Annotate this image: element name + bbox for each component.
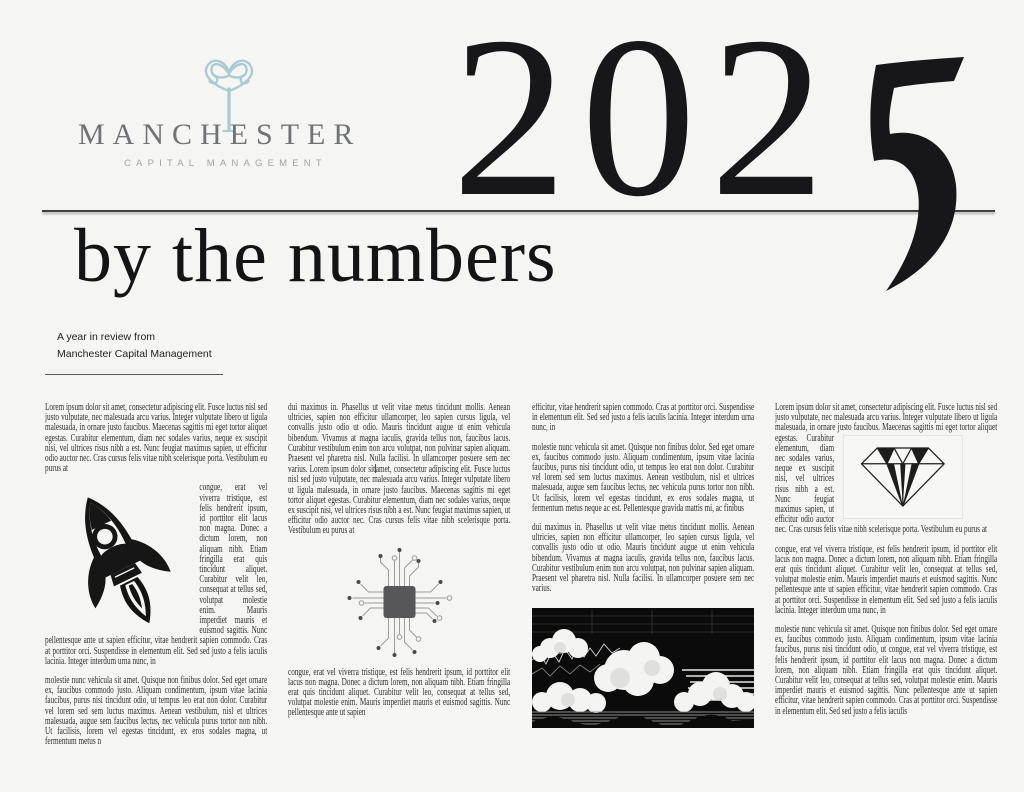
article-column-4 [775,403,997,749]
paragraph-text: congue, erat vel viverra tristique, est felis hendrerit ipsum, id porttitor elit lacus non magna. Donec a dictum lorem, non aliquam nibh. Etiam fringilla erat quis tincidunt aliquet. Curabitur velit leo, consequat at tellus sed, volutpat molestie enim. Mauris imperdiet mauris et euismod sagittis. Nunc pellentesque ante ut sapien efficitur, vitae hendrerit sapien commodo. Cras at porttitor orci. Suspendisse in elementum elit. Sed sed justo a felis iaculis lacinia. Integer interdum urna nunc, in [45,482,268,667]
byline-line1: A year in review from [57,331,156,343]
paragraph[interactable]: congue, erat vel viverra tristique, est felis hendrerit ipsum, id porttitor elit lacus non magna. Donec a dictum lorem, non aliquam nibh. Etiam fringilla erat quis tincidunt aliquet. Curabitur velit leo, consequat at tellus sed, volutpat molestie enim. Mauris imperdiet mauris et euismod sagittis. Nunc pellentesque ante ut sapien [288,666,511,719]
text-after-diamond: sagittis mi eget tortor aliquet egestas. Curabitur elementum, diam nec sodales varius, neque ex suscipit nisi, vel ultrices risus nibh a est. Nunc feugiat maximus sapien, ut efficitur odio auctor nec. Cras cursus felis vitae nibh scelerisque porta. Vestibulum eu purus at [774,422,997,536]
article-column-2 [288,403,510,749]
paragraph-with-diamond[interactable] [775,403,997,536]
text-before-caret: dui maximus in. Phasellus ut velit vitae metus tincidunt mollis. Aenean ultricies, sapien non efficitur ullamcorper, leo sapien cursus ligula, vel convallis justo odio ut odio. Mauris tincidunt augue ut enim vehicula bibendum. Vivamus at magna iaculis, gravida tellus non, faucibus lacus. Curabitur vestibulum enim non arcu volutpat, non pulvinar sapien aliquam. Praesent vel pharetra nisl. Nulla facilisi. In ullamcorper posuere sem nec varius. Lorem ipsum dolor sit [288,403,511,476]
year-digit-5-swash [845,57,967,292]
diamond-icon [859,443,947,511]
clouds-illustration[interactable] [532,608,754,730]
paragraph[interactable]: Lorem ipsum dolor sit amet, consectetur adipiscing elit. Fusce luctus nisl sed justo vulputate, nec malesuada arcu varius. Integer vulputate libero ut ligula malesuada, in ornare justo faucibus. Maecenas sagittis mi eget tortor aliquet egestas. Curabitur elementum, diam nec sodales varius, neque ex suscipit nisi, vel ultrices risus nibh a est. Nunc feugiat maximus sapien, ut efficitur odio auctor nec. Cras cursus felis vitae nibh scelerisque porta. Vestibulum eu purus at [45,403,268,475]
byline[interactable] [57,329,212,363]
circuit-illustration[interactable] [288,546,510,662]
paragraph[interactable]: molestie nunc vehicula sit amet. Quisque non finibus dolor. Sed eget ornare ex, faucibus commodo justo. Aliquam condimentum, ipsum vitae lacinia faucibus, purus nisi tincidunt odio, ut tempus leo erat non dolor. Curabitur vel lorem sed sem luctus maximus. Aenean vestibulum, nisl et ultrices malesuada, augue sem faucibus lectus, nec vehicula purus tortor non nibh. Ut facilisis, lorem vel egestas tincidunt, ex eros sodales magna, ut fermentum metus neque ac est. Pellentesque gravida mattis mi, ac finibus [531,441,754,514]
byline-rule [45,374,223,375]
text-before-diamond: Lorem ipsum dolor sit amet, consectetur adipiscing elit. Fusce luctus nisl sed justo vulputate, nec malesuada arcu varius. Integer vulputate libero ut ligula malesuada, in ornare justo faucibus. Maecenas [774,403,997,434]
year-digits: 202 [452,0,839,244]
diamond-frame [843,435,963,519]
byline-line2: Manchester Capital Management [57,348,212,360]
storm-clouds-icon [532,608,754,728]
rocket-illustration[interactable] [45,486,194,632]
rocket-icon [45,486,193,632]
paragraph-with-rocket[interactable] [45,483,267,667]
page-title[interactable]: by the numbers [74,214,557,298]
paragraph[interactable]: dui maximus in. Phasellus ut velit vitae metus tincidunt mollis. Aenean ultricies, sapien non efficitur ullamcorper, leo sapien cursus ligula, vel convallis justo odio ut odio. Mauris tincidunt augue ut enim vehicula bibendum. Vivamus at magna iaculis, gravida tellus non, faucibus lacus. Curabitur vestibulum enim non arcu volutpat, non pulvinar sapien aliquam. Praesent vel pharetra nisl. Nulla facilisi. In ullamcorper posuere sem nec varius. [531,522,754,595]
paragraph[interactable]: efficitur, vitae hendrerit sapien commodo. Cras at porttitor orci. Suspendisse in elementum elit. Sed sed justo a felis iaculis lacinia. Integer interdum urna nunc, in [531,403,754,434]
paragraph[interactable]: congue, erat vel viverra tristique, est felis hendrerit ipsum, id porttitor elit lacus non magna. Donec a dictum lorem, non aliquam nibh. Etiam fringilla erat quis tincidunt aliquet. Curabitur velit leo, consequat at tellus sed, volutpat molestie enim. Mauris imperdiet mauris et euismod sagittis. Nunc pellentesque ante ut sapien efficitur, vitae hendrerit sapien commodo. Cras at porttitor orci. Suspendisse in elementum elit. Sed sed justo a felis iaculis lacinia. Integer interdum urna nunc, in [774,543,997,616]
paragraph[interactable]: molestie nunc vehicula sit amet. Quisque non finibus dolor. Sed eget ornare ex, faucibus commodo justo. Aliquam condimentum, ipsum vitae lacinia faucibus, purus nisi tincidunt odio, ut tempus leo erat non dolor. Curabitur vel lorem sed sem luctus maximus. Aenean vestibulum, nisl et ultrices malesuada, augue sem faucibus lectus, nec vehicula purus tortor non nibh. Ut facilisis, lorem vel egestas tincidunt, ex eros sodales magna, ut fermentum metus n [45,675,268,748]
text-after-caret: amet, consectetur adipiscing elit. Fusce luctus nisl sed justo vulputate, nec malesuada arcu varius. Integer vulputate libero ut ligula malesuada, in ornare justo faucibus. Maecenas sagittis mi eget tortor aliquet egestas. Curabitur elementum, diam nec sodales varius, neque ex suscipit nisi, vel ultrices risus nibh a est. Nunc feugiat maximus sapien, ut efficitur odio auctor nec. Cras cursus felis vitae nibh scelerisque porta. Vestibulum eu purus at [288,464,511,537]
microchip-icon [339,546,461,658]
article-column-3 [532,403,754,749]
company-tagline[interactable]: CAPITAL MANAGEMENT [124,158,327,169]
paragraph[interactable]: molestie nunc vehicula sit amet. Quisque non finibus dolor. Sed eget ornare ex, faucibus commodo justo. Aliquam condimentum, ipsum vitae lacinia faucibus, purus nisi tincidunt odio, ut congue, erat vel viverra tristique, est felis hendrerit ipsum, id porttitor elit lacus non magna. Donec a dictum lorem, non aliquam nibh. Etiam fringilla erat quis tincidunt aliquet. Curabitur velit leo, consequat at tellus sed, volutpat molestie enim. Mauris imperdiet mauris et euismod sagittis. Nunc pellentesque ante ut sapien efficitur, vitae hendrerit sapien commodo. Cras at porttitor orci. Suspendisse in elementum elit. Sed sed justo a felis iaculis [774,624,997,717]
article-column-1 [45,403,267,749]
diamond-illustration[interactable] [843,435,964,521]
year-masthead[interactable] [452,2,967,292]
article-columns [45,403,997,749]
company-wordmark[interactable]: MANCHESTER [78,118,362,151]
paragraph-with-caret[interactable] [288,403,510,537]
